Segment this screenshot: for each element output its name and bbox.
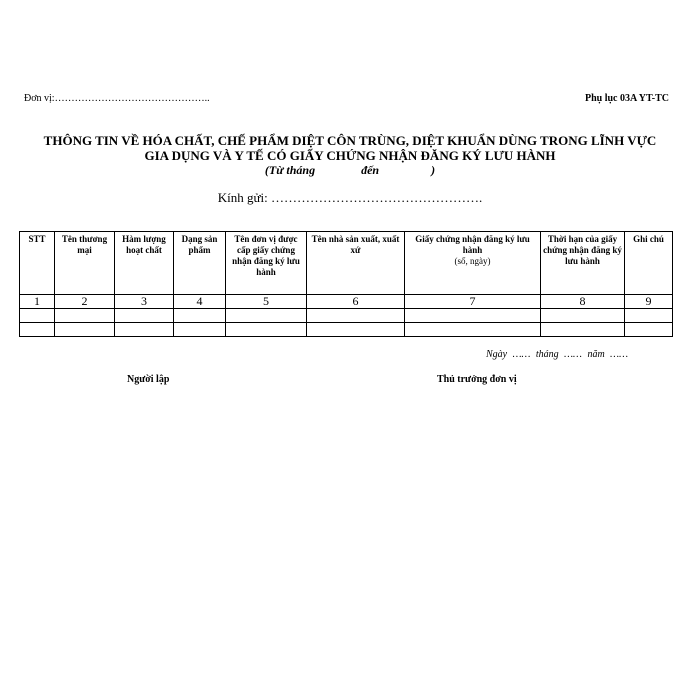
unit-field: Đơn vị:……………………………………….. bbox=[24, 93, 210, 104]
head-of-unit-signature-label: Thủ trưởng đơn vị bbox=[437, 374, 517, 385]
column-number: 5 bbox=[226, 295, 307, 309]
column-number: 2 bbox=[55, 295, 115, 309]
registration-table bbox=[19, 231, 673, 337]
table-cell[interactable] bbox=[20, 309, 55, 323]
table-cell[interactable] bbox=[405, 323, 541, 337]
column-header: Tên nhà sản xuất, xuất xứ bbox=[307, 232, 405, 295]
column-number: 9 bbox=[625, 295, 673, 309]
table-cell[interactable] bbox=[174, 323, 226, 337]
column-header: Ghi chú bbox=[625, 232, 673, 295]
table-cell[interactable] bbox=[55, 309, 115, 323]
preparer-signature-label: Người lập bbox=[127, 374, 170, 385]
column-number: 3 bbox=[115, 295, 174, 309]
table-cell[interactable] bbox=[625, 323, 673, 337]
table-row bbox=[20, 309, 673, 323]
column-header: Hàm lượng hoạt chất bbox=[115, 232, 174, 295]
column-number-row bbox=[20, 295, 673, 309]
table-row bbox=[20, 323, 673, 337]
period-close: ) bbox=[431, 163, 436, 177]
reporting-period bbox=[20, 163, 680, 178]
column-header: Giấy chứng nhận đăng ký lưu hành (số, ngày) bbox=[405, 232, 541, 295]
table-cell[interactable] bbox=[174, 309, 226, 323]
recipient-line: Kính gửi: …………………………………………. bbox=[217, 190, 483, 205]
annex-label: Phụ lục 03A YT-TC bbox=[584, 93, 669, 104]
column-header: Tên đơn vị được cấp giấy chứng nhận đăng ký lưu hành bbox=[226, 232, 307, 295]
table-cell[interactable] bbox=[55, 323, 115, 337]
table-cell[interactable] bbox=[226, 309, 307, 323]
column-header: Dạng sản phẩm bbox=[174, 232, 226, 295]
column-header: Thời hạn của giấy chứng nhận đăng ký lưu hành bbox=[541, 232, 625, 295]
period-to: đến bbox=[361, 163, 380, 177]
table-cell[interactable] bbox=[20, 323, 55, 337]
table-cell[interactable] bbox=[115, 323, 174, 337]
table-cell[interactable] bbox=[115, 309, 174, 323]
table-header-row bbox=[20, 232, 673, 295]
table-cell[interactable] bbox=[541, 323, 625, 337]
table-cell[interactable] bbox=[307, 309, 405, 323]
period-open: (Từ tháng bbox=[264, 163, 316, 177]
form-title-line-1: THÔNG TIN VỀ HÓA CHẤT, CHẾ PHẨM DIỆT CÔN TRÙNG, DIỆT KHUẨN DÙNG TRONG LĨNH VỰC bbox=[43, 133, 657, 148]
date-line: Ngày …… tháng …… năm …… bbox=[486, 349, 628, 360]
column-number: 4 bbox=[174, 295, 226, 309]
column-number: 1 bbox=[20, 295, 55, 309]
table-cell[interactable] bbox=[625, 309, 673, 323]
column-number: 8 bbox=[541, 295, 625, 309]
form-title bbox=[20, 133, 680, 163]
column-number: 7 bbox=[405, 295, 541, 309]
table-cell[interactable] bbox=[226, 323, 307, 337]
table-cell[interactable] bbox=[541, 309, 625, 323]
column-number: 6 bbox=[307, 295, 405, 309]
table-cell[interactable] bbox=[307, 323, 405, 337]
column-subheader: (số, ngày) bbox=[454, 256, 491, 266]
form-title-line-2: GIA DỤNG VÀ Y TẾ CÓ GIẤY CHỨNG NHẬN ĐĂNG KÝ LƯU HÀNH bbox=[144, 148, 556, 163]
table-cell[interactable] bbox=[405, 309, 541, 323]
column-header: Tên thương mại bbox=[55, 232, 115, 295]
column-header: STT bbox=[20, 232, 55, 295]
